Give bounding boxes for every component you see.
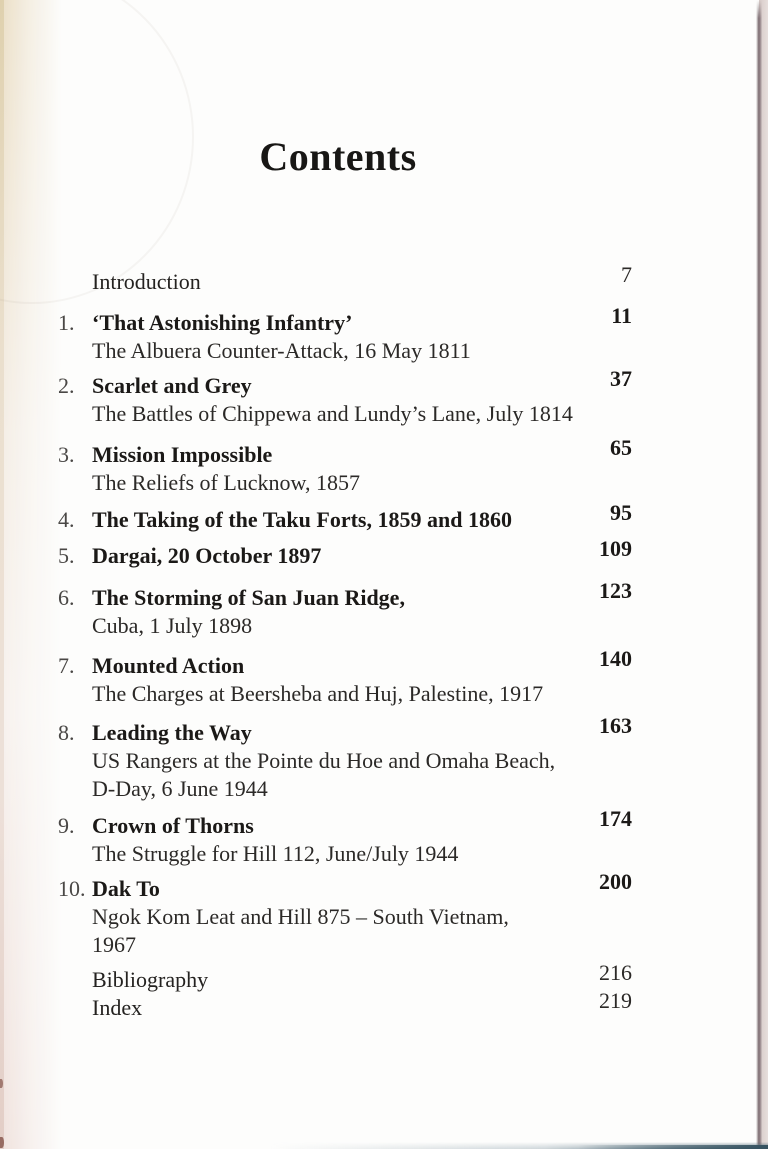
chapter-number: 1.	[58, 310, 75, 335]
chapter-title: Index	[92, 995, 143, 1020]
chapter-title: Mounted Action	[92, 653, 245, 678]
chapter-title: Crown of Thorns	[92, 813, 254, 838]
toc-entry-index	[58, 988, 632, 1022]
chapter-title: Mission Impossible	[92, 442, 273, 467]
chapter-number: 7.	[58, 653, 75, 678]
bottom-right-corner-shadow	[578, 1145, 768, 1149]
chapter-subtitle: The Albuera Counter-Attack, 16 May 1811	[92, 338, 471, 363]
chapter-subtitle: The Battles of Chippewa and Lundy’s Lane, July 1814	[92, 401, 573, 426]
toc-entry-6	[58, 578, 632, 640]
chapter-subtitle: D-Day, 6 June 1944	[92, 776, 268, 801]
page-number: 95	[610, 500, 632, 525]
toc-entry-9	[58, 806, 632, 868]
chapter-subtitle: The Charges at Beersheba and Huj, Palestine, 1917	[92, 681, 544, 706]
chapter-subtitle: Cuba, 1 July 1898	[92, 613, 253, 638]
page-number: 37	[610, 366, 632, 391]
page-number: 200	[599, 869, 632, 894]
page-number: 109	[599, 536, 632, 561]
chapter-title: ‘That Astonishing Infantry’	[92, 310, 353, 335]
chapter-subtitle: 1967	[92, 932, 136, 957]
chapter-title: Scarlet and Grey	[92, 373, 252, 398]
page-number: 11	[611, 303, 632, 328]
toc-entry-7	[58, 646, 632, 708]
page-number: 163	[599, 713, 632, 738]
toc-entry-5	[58, 536, 632, 570]
toc-entry-bibliography	[58, 960, 632, 994]
toc-entry-introduction	[58, 262, 632, 296]
scan-speck	[0, 1079, 3, 1088]
chapter-title: Dargai, 20 October 1897	[92, 543, 322, 568]
toc-entry-2	[58, 366, 632, 428]
chapter-number: 9.	[58, 813, 75, 838]
chapter-title: The Taking of the Taku Forts, 1859 and 1860	[92, 507, 512, 532]
chapter-title: Leading the Way	[92, 720, 252, 745]
chapter-subtitle: The Struggle for Hill 112, June/July 1944	[92, 841, 459, 866]
chapter-number: 8.	[58, 720, 75, 745]
scan-speck	[0, 1137, 4, 1148]
page-title: Contents	[259, 133, 417, 179]
page-number: 219	[599, 988, 632, 1013]
toc-entry-10	[58, 869, 632, 959]
chapter-subtitle: The Reliefs of Lucknow, 1857	[92, 470, 361, 495]
chapter-number: 4.	[58, 507, 75, 532]
toc-entry-8	[58, 713, 632, 803]
chapter-title: Introduction	[92, 269, 201, 294]
chapter-number: 2.	[58, 373, 75, 398]
page-number: 123	[599, 578, 632, 603]
chapter-number: 6.	[58, 585, 75, 610]
page-number: 7	[621, 262, 632, 287]
chapter-subtitle: US Rangers at the Pointe du Hoe and Omaha Beach,	[92, 748, 556, 773]
page-number: 65	[610, 435, 632, 460]
page-number: 140	[599, 646, 632, 671]
chapter-title: The Storming of San Juan Ridge,	[92, 585, 405, 610]
toc-entry-4	[58, 500, 632, 534]
chapter-title: Dak To	[92, 876, 160, 901]
page-number: 174	[599, 806, 632, 831]
chapter-number: 5.	[58, 543, 75, 568]
chapter-number: 10.	[58, 876, 86, 901]
chapter-title: Bibliography	[92, 967, 209, 992]
chapter-number: 3.	[58, 442, 75, 467]
page-number: 216	[599, 960, 632, 985]
toc-entry-1	[58, 303, 632, 365]
chapter-subtitle: Ngok Kom Leat and Hill 875 – South Vietnam,	[92, 904, 509, 929]
toc-entry-3	[58, 435, 632, 497]
page-right-edge-line	[756, 0, 762, 1149]
